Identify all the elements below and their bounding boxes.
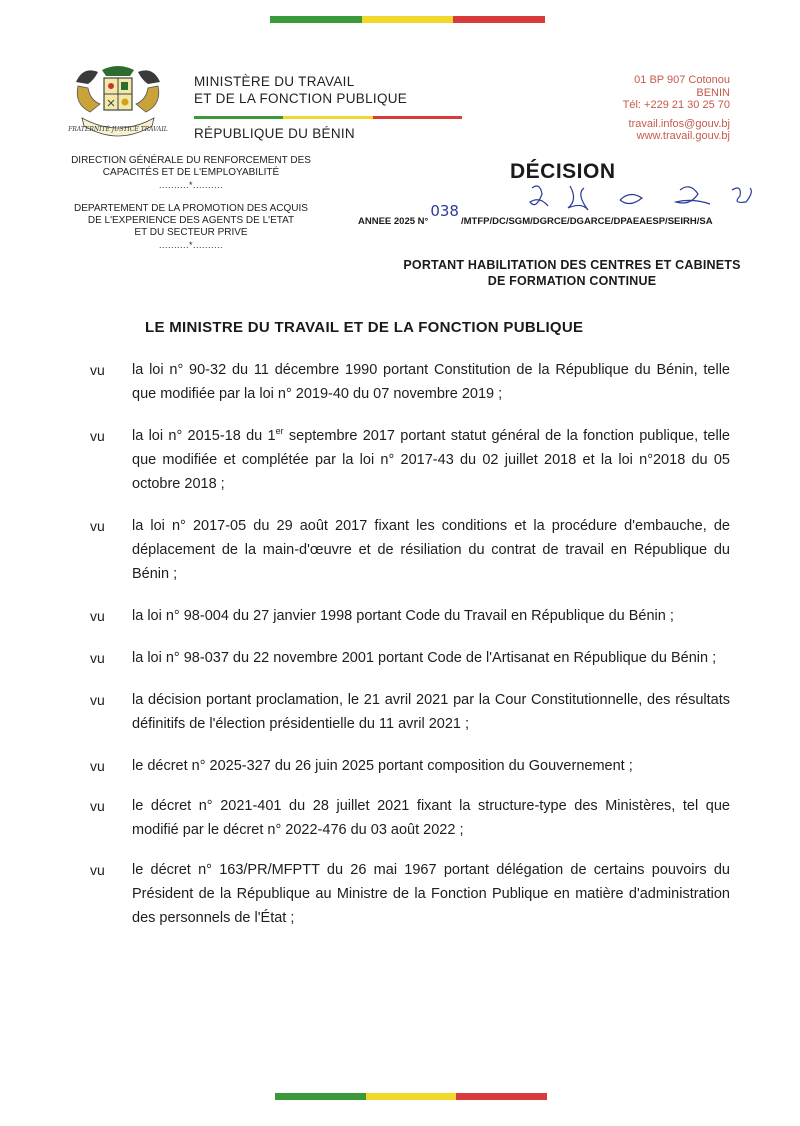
visa-label: vu xyxy=(90,650,105,666)
visa-text: la loi n° 98-037 du 22 novembre 2001 portant Code de l'Artisanat en République du Bénin ; xyxy=(132,650,717,666)
subject-line1: PORTANT HABILITATION DES CENTRES ET CABINETS xyxy=(403,258,741,272)
visa-label: vu xyxy=(90,758,105,774)
department-line3: ET DU SECTEUR PRIVE xyxy=(134,227,248,238)
reference-prefix: ANNEE 2025 N° xyxy=(358,216,429,227)
visa-item xyxy=(90,514,730,586)
department-line1: DEPARTEMENT DE LA PROMOTION DES ACQUIS xyxy=(74,203,308,214)
visa-text: la loi n° 98-004 du 27 janvier 1998 portant Code du Travail en République du Bénin ; xyxy=(132,608,674,624)
decision-title: DÉCISION xyxy=(510,160,616,183)
ministry-line2: ET DE LA FONCTION PUBLIQUE xyxy=(194,91,408,106)
visa-label: vu xyxy=(90,362,105,378)
contact-email[interactable]: travail.infos@gouv.bj xyxy=(628,117,730,130)
contact-address: 01 BP 907 Cotonou xyxy=(634,74,730,86)
contact-website[interactable]: www.travail.gouv.bj xyxy=(636,130,730,142)
separator-dots: ..........*.......... xyxy=(158,240,223,250)
ministry-color-rule xyxy=(194,116,462,119)
separator-dots: ..........*.......... xyxy=(158,180,223,190)
reference-number: 038 xyxy=(430,202,459,220)
visa-label: vu xyxy=(90,862,105,878)
visa-text: la décision portant proclamation, le 21 avril 2021 par la Cour Constitutionnelle, des résultats définitifs de l'élection présidentielle du 11 avril 2021 ; xyxy=(132,692,730,732)
visa-item xyxy=(90,424,730,496)
visa-item xyxy=(90,604,730,628)
direction-generale xyxy=(60,155,322,191)
visa-label: vu xyxy=(90,692,105,708)
visa-item xyxy=(90,646,730,670)
contact-block xyxy=(623,74,730,143)
visa-text: la loi n° 2017-05 du 29 août 2017 fixant les conditions et la procédure d'embauche, de déplacement de la main-d'œuvre et de résiliation du contrat de travail en République du Bénin ; xyxy=(132,518,730,582)
visa-item xyxy=(90,688,730,736)
visa-text: la loi n° 90-32 du 11 décembre 1990 portant Constitution de la République du Bénin, telle que modifiée par la loi n° 2019-40 du 07 novembre 2019 ; xyxy=(132,362,730,402)
visa-item xyxy=(90,858,730,930)
flag-stripe-top xyxy=(270,16,545,23)
contact-phone: Tél: +229 21 30 25 70 xyxy=(622,99,730,111)
visa-text: la loi n° 2015-18 du 1er septembre 2017 portant statut général de la fonction publique, telle que modifiée et complétée par la loi n° 2017-43 du 02 juillet 2018 et la loi n°2018 du 05 octobre 2018 ; xyxy=(132,426,730,492)
decision-subject xyxy=(372,257,772,289)
republic-name: RÉPUBLIQUE DU BÉNIN xyxy=(194,126,355,141)
minister-heading: LE MINISTRE DU TRAVAIL ET DE LA FONCTION PUBLIQUE xyxy=(145,319,584,336)
department-line2: DE L'EXPERIENCE DES AGENTS DE L'ETAT xyxy=(87,215,295,226)
visa-text: le décret n° 163/PR/MFPTT du 26 mai 1967 portant délégation de certains pouvoirs du Président de la République au Ministre de la Fonction Publique en matière d'administration des personnels de l'État ; xyxy=(132,862,730,926)
svg-text:FRATERNITÉ JUSTICE TRAVAIL: FRATERNITÉ JUSTICE TRAVAIL xyxy=(68,126,168,133)
visa-item xyxy=(90,358,730,406)
visa-text: le décret n° 2021-401 du 28 juillet 2021 fixant la structure-type des Ministères, tel que modifié par le décret n° 2022-476 du 03 août 2022 ; xyxy=(132,798,730,838)
flag-stripe-bottom xyxy=(275,1093,547,1100)
visa-text: le décret n° 2025-327 du 26 juin 2025 portant composition du Gouvernement ; xyxy=(132,758,633,774)
department-block xyxy=(60,203,322,251)
direction-line2: CAPACITÉS ET DE L'EMPLOYABILITÉ xyxy=(102,167,280,178)
visa-item xyxy=(90,794,730,842)
visa-label: vu xyxy=(90,518,105,534)
ministry-line1: MINISTÈRE DU TRAVAIL xyxy=(194,74,355,89)
reference-suffix: /MTFP/DC/SGM/DGRCE/DGARCE/DPAEAESP/SEIRH/SA xyxy=(460,216,713,227)
contact-country: BENIN xyxy=(696,86,730,99)
visa-label: vu xyxy=(90,608,105,624)
coat-of-arms-emblem xyxy=(68,60,168,150)
visa-label: vu xyxy=(90,428,105,444)
visa-item xyxy=(90,754,730,778)
visa-label: vu xyxy=(90,798,105,814)
decision-reference xyxy=(358,202,713,228)
visa-list xyxy=(90,358,730,930)
direction-line1: DIRECTION GÉNÉRALE DU RENFORCEMENT DES xyxy=(71,155,311,166)
subject-line2: DE FORMATION CONTINUE xyxy=(487,274,657,288)
ministry-name xyxy=(194,73,407,107)
